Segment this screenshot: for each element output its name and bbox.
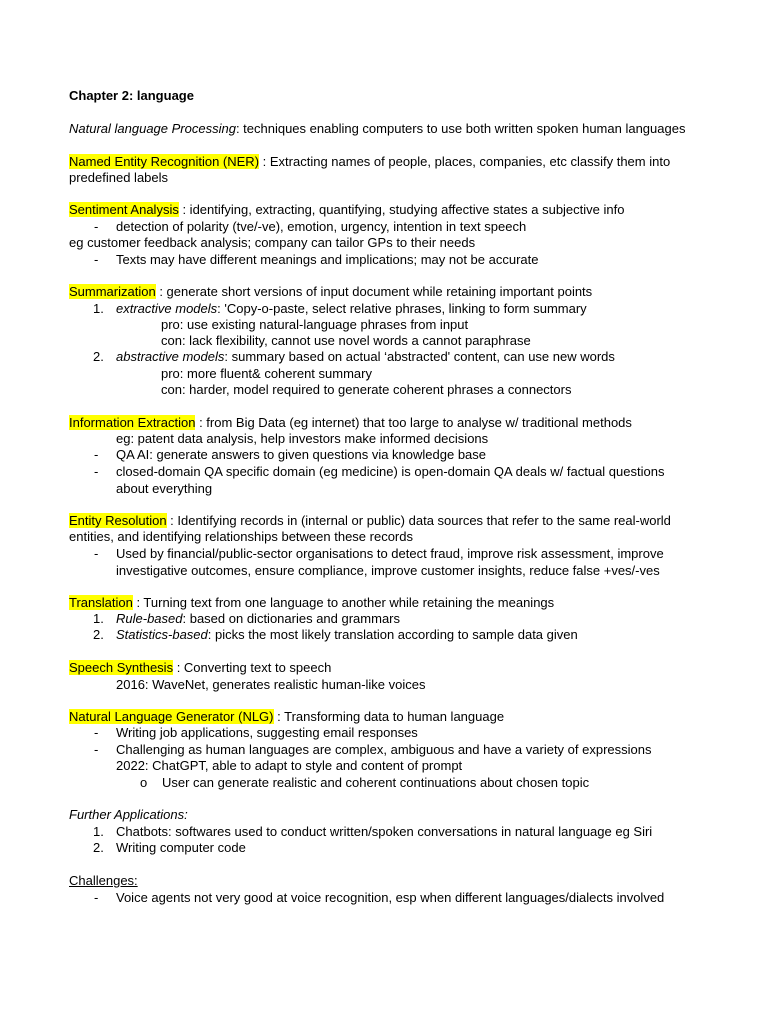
dash-marker: - xyxy=(94,890,99,905)
translation-item-2-term: Statistics-based xyxy=(116,627,208,642)
ner-text: : Extracting names of people, places, companies, etc classify them into xyxy=(259,154,671,169)
translation-item-1-term: Rule-based xyxy=(116,611,183,626)
ner-continuation: predefined labels xyxy=(69,170,169,185)
speech-synthesis-text: : Converting text to speech xyxy=(173,660,332,675)
translation-item-1-text: : based on dictionaries and grammars xyxy=(182,611,401,626)
number-marker: 2. xyxy=(93,349,104,364)
summarization-item-2-pro: pro: more fluent& coherent summary xyxy=(161,366,372,381)
entity-resolution-line xyxy=(69,513,671,529)
chapter-title: Chapter 2: language xyxy=(69,88,194,103)
translation-item-2-text: : picks the most likely translation according to sample data given xyxy=(207,627,578,642)
translation-term: Translation xyxy=(69,595,133,610)
sentiment-text: : identifying, extracting, quantifying, studying affective states a subjective info xyxy=(178,202,625,217)
entity-resolution-bullet-1: Used by financial/public-sector organisations to detect fraud, improve risk assessment, improve xyxy=(116,546,664,561)
summarization-item-1-text: : 'Copy-o-paste, select relative phrases, linking to form summary xyxy=(217,301,587,316)
sentiment-bullet-1: detection of polarity (tve/-ve), emotion, urgency, intention in text speech xyxy=(116,219,527,234)
nlg-text: : Transforming data to human language xyxy=(273,709,505,724)
circle-marker: o xyxy=(140,775,148,790)
dash-marker: - xyxy=(94,725,99,740)
sentiment-line xyxy=(69,202,624,218)
info-extraction-bullet-2: closed-domain QA specific domain (eg medicine) is open-domain QA deals w/ factual questions xyxy=(116,464,665,479)
summarization-item-1-con: con: lack flexibility, cannot use novel words a cannot paraphrase xyxy=(161,333,531,348)
number-marker: 1. xyxy=(93,301,104,316)
speech-synthesis-line xyxy=(69,660,331,676)
challenges-bullet-1: Voice agents not very good at voice recognition, esp when different languages/dialects involved xyxy=(116,890,665,905)
translation-item-2 xyxy=(116,627,578,643)
summarization-item-2-con: con: harder, model required to generate coherent phrases a connectors xyxy=(161,382,572,397)
ner-term: Named Entity Recognition (NER) xyxy=(69,154,260,169)
nlg-bullet-1: Writing job applications, suggesting email responses xyxy=(116,725,418,740)
number-marker: 1. xyxy=(93,611,104,626)
info-extraction-term: Information Extraction xyxy=(69,415,196,430)
entity-resolution-term: Entity Resolution xyxy=(69,513,167,528)
number-marker: 1. xyxy=(93,824,104,839)
ner-line xyxy=(69,154,670,170)
summarization-item-2-term: abstractive models xyxy=(116,349,225,364)
sentiment-bullet-2: Texts may have different meanings and implications; may not be accurate xyxy=(116,252,539,267)
nlg-line xyxy=(69,709,504,725)
challenges-title: Challenges: xyxy=(69,873,138,888)
dash-marker: - xyxy=(94,546,99,561)
number-marker: 2. xyxy=(93,627,104,642)
info-extraction-line xyxy=(69,415,632,431)
info-extraction-example: eg: patent data analysis, help investors make informed decisions xyxy=(116,431,489,446)
nlg-term: Natural Language Generator (NLG) xyxy=(69,709,274,724)
intro-term: Natural language Processing xyxy=(69,121,236,136)
dash-marker: - xyxy=(94,252,99,267)
sentiment-example: eg customer feedback analysis; company can tailor GPs to their needs xyxy=(69,235,476,250)
nlg-sub-bullet-1: User can generate realistic and coherent continuations about chosen topic xyxy=(162,775,590,790)
entity-resolution-bullet-1-cont: investigative outcomes, ensure compliance, improve customer insights, reduce false +ves/-ves xyxy=(116,563,660,578)
sentiment-term: Sentiment Analysis xyxy=(69,202,179,217)
summarization-line xyxy=(69,284,592,300)
intro-line xyxy=(69,121,685,137)
summarization-item-1 xyxy=(116,301,587,317)
further-applications-item-2: Writing computer code xyxy=(116,840,246,855)
further-applications-title: Further Applications: xyxy=(69,807,188,822)
info-extraction-bullet-2-cont: about everything xyxy=(116,481,213,496)
translation-line xyxy=(69,595,554,611)
speech-synthesis-term: Speech Synthesis xyxy=(69,660,174,675)
intro-text: : techniques enabling computers to use both written spoken human languages xyxy=(235,121,686,136)
number-marker: 2. xyxy=(93,840,104,855)
translation-item-1 xyxy=(116,611,400,627)
nlg-bullet-2: Challenging as human languages are complex, ambiguous and have a variety of expressions xyxy=(116,742,652,757)
nlg-sub: 2022: ChatGPT, able to adapt to style and content of prompt xyxy=(116,758,463,773)
summarization-text: : generate short versions of input document while retaining important points xyxy=(155,284,593,299)
summarization-item-1-pro: pro: use existing natural-language phrases from input xyxy=(161,317,469,332)
info-extraction-bullet-1: QA AI: generate answers to given questions via knowledge base xyxy=(116,447,487,462)
speech-synthesis-sub: 2016: WaveNet, generates realistic human-like voices xyxy=(116,677,426,692)
dash-marker: - xyxy=(94,219,99,234)
dash-marker: - xyxy=(94,447,99,462)
summarization-item-2 xyxy=(116,349,615,365)
summarization-term: Summarization xyxy=(69,284,156,299)
entity-resolution-continuation: entities, and identifying relationships between these records xyxy=(69,529,413,544)
dash-marker: - xyxy=(94,464,99,479)
dash-marker: - xyxy=(94,742,99,757)
summarization-item-1-term: extractive models xyxy=(116,301,218,316)
translation-text: : Turning text from one language to another while retaining the meanings xyxy=(132,595,555,610)
summarization-item-2-text: : summary based on actual ‘abstracted' content, can use new words xyxy=(224,349,615,364)
info-extraction-text: : from Big Data (eg internet) that too large to analyse w/ traditional methods xyxy=(195,415,632,430)
entity-resolution-text: : Identifying records in (internal or public) data sources that refer to the same real-world xyxy=(166,513,671,528)
further-applications-item-1: Chatbots: softwares used to conduct written/spoken conversations in natural language eg Siri xyxy=(116,824,653,839)
